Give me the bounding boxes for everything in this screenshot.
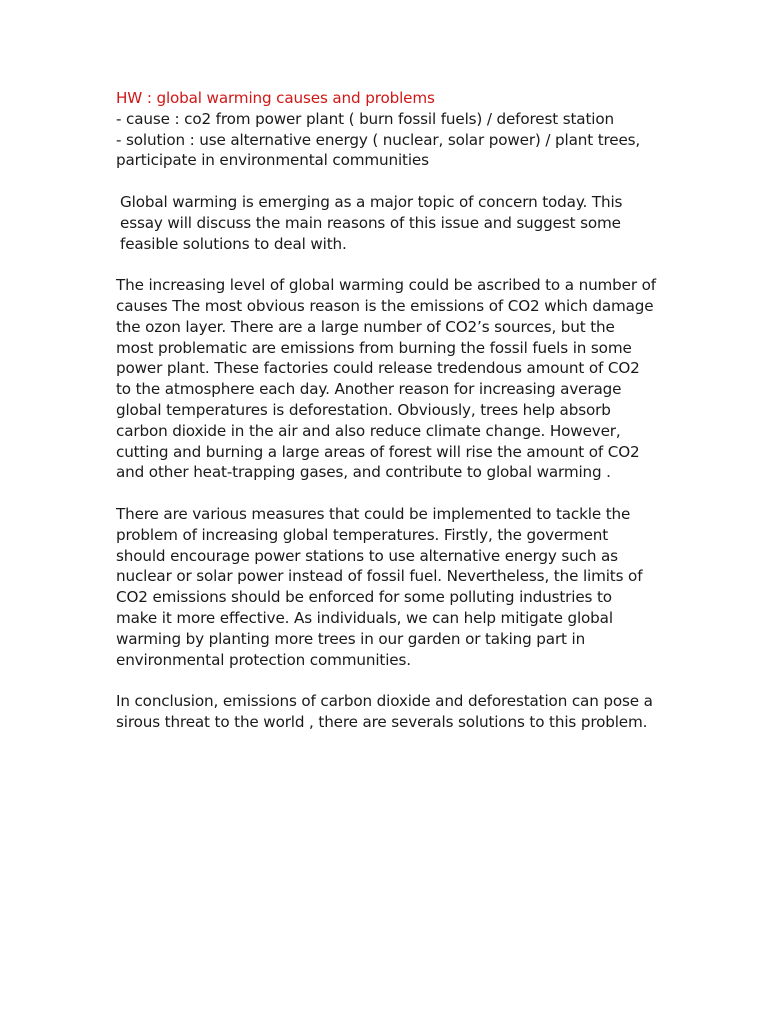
solution-note: - solution : use alternative energy ( nuclear, solar power) / plant trees, participate in environmental communities: [116, 130, 641, 170]
paragraph-gap: [116, 670, 656, 691]
paragraph-gap: [116, 483, 656, 504]
causes-paragraph: The increasing level of global warming could be ascribed to a number of causes The most obvious reason is the emissions of CO2 which damage the ozon layer. There are a large number of CO2’s sources, but the most problematic are emissions from burning the fossil fuels in some power plant. These factories could release tredendous amount of CO2 to the atmosphere each day. Another reason for increasing average global temperatures is deforestation. Obviously, trees help absorb carbon dioxide in the air and also reduce climate change. However, cutting and burning a large areas of forest will rise the amount of CO2 and other heat-trapping gases, and contribute to global warming .: [116, 276, 656, 482]
introduction-paragraph: Global warming is emerging as a major topic of concern today. This essay will discuss the main reasons of this issue and suggest some feasible solutions to deal with.: [120, 192, 623, 253]
paragraph-gap: [116, 171, 656, 192]
homework-title: HW : global warming causes and problems: [116, 89, 435, 107]
solutions-paragraph: There are various measures that could be implemented to tackle the problem of increasing global temperatures. Firstly, the goverment should encourage power stations to use alternative energy such as nuclear or solar power instead of fossil fuel. Nevertheless, the limits of CO2 emissions should be enforced for some polluting industries to make it more effective. As individuals, we can help mitigate global warming by planting more trees in our garden or taking part in environmental protection communities.: [116, 504, 643, 669]
paragraph-gap: [116, 254, 656, 275]
conclusion-paragraph: In conclusion, emissions of carbon dioxide and deforestation can pose a sirous threat to the world , there are severals solutions to this problem.: [116, 692, 653, 731]
cause-note: - cause : co2 from power plant ( burn fossil fuels) / deforest station: [116, 109, 614, 128]
document-body: [116, 88, 656, 733]
